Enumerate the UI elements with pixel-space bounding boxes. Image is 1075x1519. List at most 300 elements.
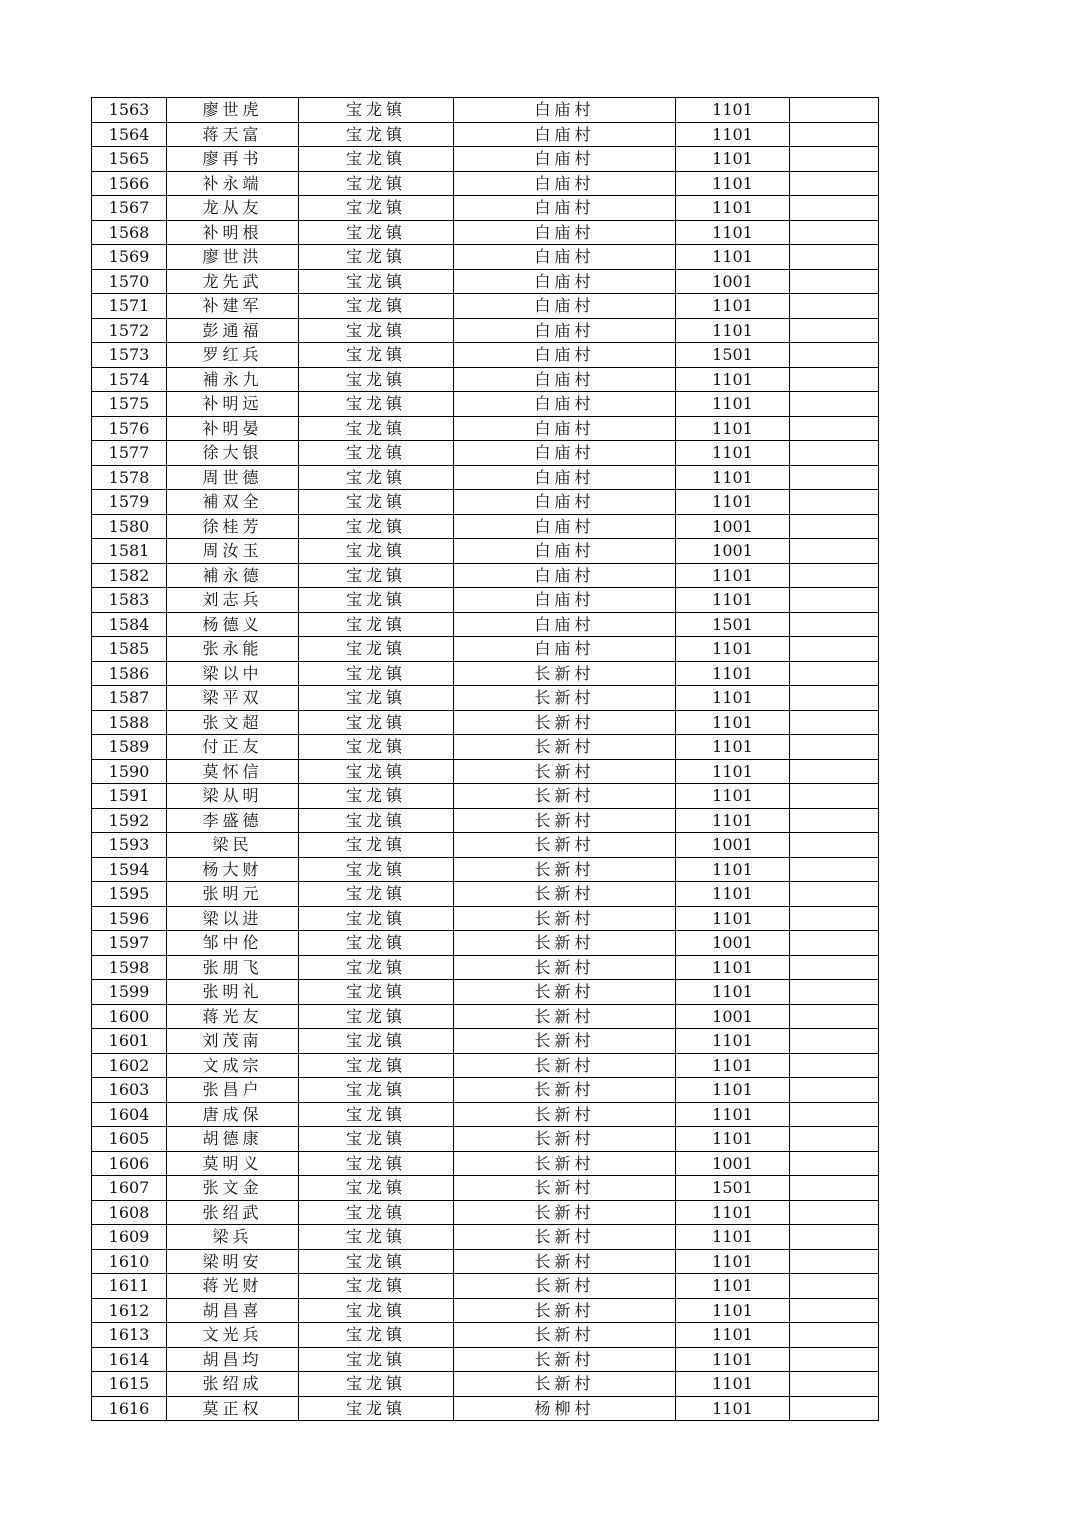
table-row bbox=[92, 1102, 879, 1127]
code-cell: 1101 bbox=[676, 294, 790, 319]
name-cell: 张朋飞 bbox=[167, 955, 299, 980]
remark-cell bbox=[790, 1298, 879, 1323]
village-cell: 长新村 bbox=[454, 833, 676, 858]
serial-number-cell: 1595 bbox=[92, 882, 167, 907]
table-row bbox=[92, 882, 879, 907]
village-cell: 白庙村 bbox=[454, 269, 676, 294]
remark-cell bbox=[790, 1078, 879, 1103]
village-cell: 白庙村 bbox=[454, 147, 676, 172]
code-cell: 1101 bbox=[676, 980, 790, 1005]
table-row bbox=[92, 220, 879, 245]
serial-number-cell: 1570 bbox=[92, 269, 167, 294]
town-cell: 宝龙镇 bbox=[299, 612, 454, 637]
village-cell: 长新村 bbox=[454, 808, 676, 833]
data-table bbox=[91, 97, 879, 1421]
village-cell: 长新村 bbox=[454, 1127, 676, 1152]
town-cell: 宝龙镇 bbox=[299, 196, 454, 221]
code-cell: 1101 bbox=[676, 367, 790, 392]
village-cell: 白庙村 bbox=[454, 490, 676, 515]
serial-number-cell: 1614 bbox=[92, 1347, 167, 1372]
name-cell: 梁以进 bbox=[167, 906, 299, 931]
village-cell: 白庙村 bbox=[454, 392, 676, 417]
serial-number-cell: 1585 bbox=[92, 637, 167, 662]
table-body bbox=[92, 98, 879, 1421]
village-cell: 长新村 bbox=[454, 1102, 676, 1127]
name-cell: 文成宗 bbox=[167, 1053, 299, 1078]
name-cell: 梁从明 bbox=[167, 784, 299, 809]
village-cell: 长新村 bbox=[454, 1347, 676, 1372]
serial-number-cell: 1590 bbox=[92, 759, 167, 784]
village-cell: 长新村 bbox=[454, 686, 676, 711]
town-cell: 宝龙镇 bbox=[299, 1274, 454, 1299]
remark-cell bbox=[790, 514, 879, 539]
town-cell: 宝龙镇 bbox=[299, 906, 454, 931]
remark-cell bbox=[790, 1274, 879, 1299]
name-cell: 付正友 bbox=[167, 735, 299, 760]
town-cell: 宝龙镇 bbox=[299, 661, 454, 686]
town-cell: 宝龙镇 bbox=[299, 833, 454, 858]
code-cell: 1001 bbox=[676, 269, 790, 294]
code-cell: 1101 bbox=[676, 416, 790, 441]
village-cell: 杨柳村 bbox=[454, 1396, 676, 1421]
code-cell: 1101 bbox=[676, 1078, 790, 1103]
name-cell: 杨大财 bbox=[167, 857, 299, 882]
village-cell: 长新村 bbox=[454, 1249, 676, 1274]
serial-number-cell: 1606 bbox=[92, 1151, 167, 1176]
town-cell: 宝龙镇 bbox=[299, 686, 454, 711]
table-row bbox=[92, 1323, 879, 1348]
village-cell: 白庙村 bbox=[454, 539, 676, 564]
code-cell: 1101 bbox=[676, 490, 790, 515]
village-cell: 长新村 bbox=[454, 1298, 676, 1323]
code-cell: 1101 bbox=[676, 465, 790, 490]
serial-number-cell: 1600 bbox=[92, 1004, 167, 1029]
serial-number-cell: 1608 bbox=[92, 1200, 167, 1225]
table-row bbox=[92, 661, 879, 686]
name-cell: 刘茂南 bbox=[167, 1029, 299, 1054]
serial-number-cell: 1616 bbox=[92, 1396, 167, 1421]
town-cell: 宝龙镇 bbox=[299, 367, 454, 392]
remark-cell bbox=[790, 294, 879, 319]
table-row bbox=[92, 1200, 879, 1225]
town-cell: 宝龙镇 bbox=[299, 980, 454, 1005]
remark-cell bbox=[790, 563, 879, 588]
code-cell: 1001 bbox=[676, 514, 790, 539]
name-cell: 莫怀信 bbox=[167, 759, 299, 784]
town-cell: 宝龙镇 bbox=[299, 220, 454, 245]
name-cell: 龙先武 bbox=[167, 269, 299, 294]
village-cell: 白庙村 bbox=[454, 465, 676, 490]
name-cell: 补明根 bbox=[167, 220, 299, 245]
name-cell: 周世德 bbox=[167, 465, 299, 490]
remark-cell bbox=[790, 1053, 879, 1078]
name-cell: 梁民 bbox=[167, 833, 299, 858]
town-cell: 宝龙镇 bbox=[299, 1396, 454, 1421]
table-row bbox=[92, 637, 879, 662]
code-cell: 1101 bbox=[676, 735, 790, 760]
code-cell: 1101 bbox=[676, 1225, 790, 1250]
table-row bbox=[92, 1347, 879, 1372]
village-cell: 白庙村 bbox=[454, 220, 676, 245]
table-row bbox=[92, 1372, 879, 1397]
code-cell: 1101 bbox=[676, 122, 790, 147]
remark-cell bbox=[790, 686, 879, 711]
code-cell: 1101 bbox=[676, 220, 790, 245]
table-row bbox=[92, 955, 879, 980]
code-cell: 1101 bbox=[676, 1200, 790, 1225]
table-row bbox=[92, 833, 879, 858]
code-cell: 1001 bbox=[676, 539, 790, 564]
code-cell: 1101 bbox=[676, 1396, 790, 1421]
code-cell: 1101 bbox=[676, 710, 790, 735]
name-cell: 徐桂芳 bbox=[167, 514, 299, 539]
town-cell: 宝龙镇 bbox=[299, 1151, 454, 1176]
table-row bbox=[92, 686, 879, 711]
serial-number-cell: 1602 bbox=[92, 1053, 167, 1078]
serial-number-cell: 1609 bbox=[92, 1225, 167, 1250]
table-row bbox=[92, 98, 879, 123]
name-cell: 廖世虎 bbox=[167, 98, 299, 123]
remark-cell bbox=[790, 784, 879, 809]
town-cell: 宝龙镇 bbox=[299, 1298, 454, 1323]
code-cell: 1101 bbox=[676, 147, 790, 172]
village-cell: 白庙村 bbox=[454, 441, 676, 466]
table-row bbox=[92, 269, 879, 294]
code-cell: 1101 bbox=[676, 245, 790, 270]
town-cell: 宝龙镇 bbox=[299, 441, 454, 466]
table-row bbox=[92, 1004, 879, 1029]
serial-number-cell: 1571 bbox=[92, 294, 167, 319]
name-cell: 補双全 bbox=[167, 490, 299, 515]
code-cell: 1101 bbox=[676, 318, 790, 343]
code-cell: 1101 bbox=[676, 1347, 790, 1372]
name-cell: 蒋天富 bbox=[167, 122, 299, 147]
remark-cell bbox=[790, 1176, 879, 1201]
remark-cell bbox=[790, 245, 879, 270]
serial-number-cell: 1603 bbox=[92, 1078, 167, 1103]
table-row bbox=[92, 196, 879, 221]
table-row bbox=[92, 759, 879, 784]
table-row bbox=[92, 490, 879, 515]
town-cell: 宝龙镇 bbox=[299, 1200, 454, 1225]
name-cell: 莫明义 bbox=[167, 1151, 299, 1176]
serial-number-cell: 1574 bbox=[92, 367, 167, 392]
serial-number-cell: 1597 bbox=[92, 931, 167, 956]
code-cell: 1101 bbox=[676, 441, 790, 466]
table-row bbox=[92, 122, 879, 147]
table-row bbox=[92, 1029, 879, 1054]
name-cell: 補永九 bbox=[167, 367, 299, 392]
name-cell: 胡昌均 bbox=[167, 1347, 299, 1372]
remark-cell bbox=[790, 1249, 879, 1274]
serial-number-cell: 1604 bbox=[92, 1102, 167, 1127]
name-cell: 文光兵 bbox=[167, 1323, 299, 1348]
serial-number-cell: 1607 bbox=[92, 1176, 167, 1201]
remark-cell bbox=[790, 465, 879, 490]
name-cell: 蒋光财 bbox=[167, 1274, 299, 1299]
code-cell: 1101 bbox=[676, 196, 790, 221]
remark-cell bbox=[790, 392, 879, 417]
remark-cell bbox=[790, 735, 879, 760]
village-cell: 长新村 bbox=[454, 1078, 676, 1103]
code-cell: 1101 bbox=[676, 906, 790, 931]
code-cell: 1101 bbox=[676, 1127, 790, 1152]
name-cell: 刘志兵 bbox=[167, 588, 299, 613]
code-cell: 1101 bbox=[676, 882, 790, 907]
serial-number-cell: 1581 bbox=[92, 539, 167, 564]
town-cell: 宝龙镇 bbox=[299, 490, 454, 515]
serial-number-cell: 1580 bbox=[92, 514, 167, 539]
table-row bbox=[92, 318, 879, 343]
town-cell: 宝龙镇 bbox=[299, 1176, 454, 1201]
village-cell: 白庙村 bbox=[454, 196, 676, 221]
remark-cell bbox=[790, 539, 879, 564]
code-cell: 1101 bbox=[676, 1249, 790, 1274]
name-cell: 张绍武 bbox=[167, 1200, 299, 1225]
name-cell: 胡昌喜 bbox=[167, 1298, 299, 1323]
remark-cell bbox=[790, 931, 879, 956]
code-cell: 1101 bbox=[676, 759, 790, 784]
serial-number-cell: 1594 bbox=[92, 857, 167, 882]
remark-cell bbox=[790, 367, 879, 392]
name-cell: 张永能 bbox=[167, 637, 299, 662]
town-cell: 宝龙镇 bbox=[299, 710, 454, 735]
village-cell: 长新村 bbox=[454, 1004, 676, 1029]
town-cell: 宝龙镇 bbox=[299, 318, 454, 343]
table-row bbox=[92, 808, 879, 833]
name-cell: 蒋光友 bbox=[167, 1004, 299, 1029]
table-row bbox=[92, 1225, 879, 1250]
remark-cell bbox=[790, 220, 879, 245]
village-cell: 白庙村 bbox=[454, 416, 676, 441]
village-cell: 白庙村 bbox=[454, 98, 676, 123]
town-cell: 宝龙镇 bbox=[299, 245, 454, 270]
remark-cell bbox=[790, 955, 879, 980]
town-cell: 宝龙镇 bbox=[299, 735, 454, 760]
village-cell: 长新村 bbox=[454, 1225, 676, 1250]
name-cell: 邹中伦 bbox=[167, 931, 299, 956]
village-cell: 白庙村 bbox=[454, 294, 676, 319]
village-cell: 白庙村 bbox=[454, 367, 676, 392]
remark-cell bbox=[790, 612, 879, 637]
town-cell: 宝龙镇 bbox=[299, 1372, 454, 1397]
table-row bbox=[92, 465, 879, 490]
serial-number-cell: 1613 bbox=[92, 1323, 167, 1348]
town-cell: 宝龙镇 bbox=[299, 882, 454, 907]
remark-cell bbox=[790, 1372, 879, 1397]
serial-number-cell: 1583 bbox=[92, 588, 167, 613]
code-cell: 1001 bbox=[676, 1151, 790, 1176]
table-row bbox=[92, 1298, 879, 1323]
remark-cell bbox=[790, 1029, 879, 1054]
code-cell: 1001 bbox=[676, 1004, 790, 1029]
serial-number-cell: 1610 bbox=[92, 1249, 167, 1274]
table-row bbox=[92, 1127, 879, 1152]
name-cell: 张明礼 bbox=[167, 980, 299, 1005]
name-cell: 罗红兵 bbox=[167, 343, 299, 368]
table-row bbox=[92, 857, 879, 882]
code-cell: 1001 bbox=[676, 833, 790, 858]
name-cell: 李盛德 bbox=[167, 808, 299, 833]
town-cell: 宝龙镇 bbox=[299, 392, 454, 417]
remark-cell bbox=[790, 196, 879, 221]
town-cell: 宝龙镇 bbox=[299, 931, 454, 956]
serial-number-cell: 1564 bbox=[92, 122, 167, 147]
serial-number-cell: 1612 bbox=[92, 1298, 167, 1323]
remark-cell bbox=[790, 171, 879, 196]
serial-number-cell: 1599 bbox=[92, 980, 167, 1005]
serial-number-cell: 1586 bbox=[92, 661, 167, 686]
table-row bbox=[92, 1176, 879, 1201]
serial-number-cell: 1592 bbox=[92, 808, 167, 833]
name-cell: 梁平双 bbox=[167, 686, 299, 711]
village-cell: 长新村 bbox=[454, 882, 676, 907]
name-cell: 廖再书 bbox=[167, 147, 299, 172]
village-cell: 长新村 bbox=[454, 1151, 676, 1176]
town-cell: 宝龙镇 bbox=[299, 514, 454, 539]
serial-number-cell: 1584 bbox=[92, 612, 167, 637]
remark-cell bbox=[790, 980, 879, 1005]
town-cell: 宝龙镇 bbox=[299, 808, 454, 833]
town-cell: 宝龙镇 bbox=[299, 857, 454, 882]
name-cell: 梁兵 bbox=[167, 1225, 299, 1250]
code-cell: 1001 bbox=[676, 931, 790, 956]
code-cell: 1501 bbox=[676, 343, 790, 368]
table-row bbox=[92, 588, 879, 613]
town-cell: 宝龙镇 bbox=[299, 1249, 454, 1274]
serial-number-cell: 1589 bbox=[92, 735, 167, 760]
serial-number-cell: 1578 bbox=[92, 465, 167, 490]
code-cell: 1101 bbox=[676, 1372, 790, 1397]
name-cell: 补建军 bbox=[167, 294, 299, 319]
table-row bbox=[92, 539, 879, 564]
table-row bbox=[92, 245, 879, 270]
serial-number-cell: 1611 bbox=[92, 1274, 167, 1299]
code-cell: 1101 bbox=[676, 808, 790, 833]
remark-cell bbox=[790, 1102, 879, 1127]
serial-number-cell: 1572 bbox=[92, 318, 167, 343]
code-cell: 1101 bbox=[676, 637, 790, 662]
name-cell: 张文超 bbox=[167, 710, 299, 735]
village-cell: 长新村 bbox=[454, 1274, 676, 1299]
serial-number-cell: 1573 bbox=[92, 343, 167, 368]
remark-cell bbox=[790, 637, 879, 662]
name-cell: 廖世洪 bbox=[167, 245, 299, 270]
village-cell: 长新村 bbox=[454, 661, 676, 686]
name-cell: 周汝玉 bbox=[167, 539, 299, 564]
remark-cell bbox=[790, 122, 879, 147]
table-row bbox=[92, 1151, 879, 1176]
town-cell: 宝龙镇 bbox=[299, 465, 454, 490]
town-cell: 宝龙镇 bbox=[299, 147, 454, 172]
village-cell: 白庙村 bbox=[454, 588, 676, 613]
serial-number-cell: 1576 bbox=[92, 416, 167, 441]
code-cell: 1101 bbox=[676, 1102, 790, 1127]
remark-cell bbox=[790, 833, 879, 858]
village-cell: 白庙村 bbox=[454, 563, 676, 588]
village-cell: 白庙村 bbox=[454, 122, 676, 147]
town-cell: 宝龙镇 bbox=[299, 1347, 454, 1372]
remark-cell bbox=[790, 343, 879, 368]
village-cell: 白庙村 bbox=[454, 245, 676, 270]
town-cell: 宝龙镇 bbox=[299, 1323, 454, 1348]
code-cell: 1101 bbox=[676, 98, 790, 123]
serial-number-cell: 1565 bbox=[92, 147, 167, 172]
table-row bbox=[92, 514, 879, 539]
name-cell: 梁明安 bbox=[167, 1249, 299, 1274]
name-cell: 徐大银 bbox=[167, 441, 299, 466]
table-row bbox=[92, 1053, 879, 1078]
name-cell: 莫正权 bbox=[167, 1396, 299, 1421]
name-cell: 张明元 bbox=[167, 882, 299, 907]
serial-number-cell: 1569 bbox=[92, 245, 167, 270]
code-cell: 1101 bbox=[676, 588, 790, 613]
code-cell: 1101 bbox=[676, 857, 790, 882]
village-cell: 长新村 bbox=[454, 1029, 676, 1054]
name-cell: 龙从友 bbox=[167, 196, 299, 221]
village-cell: 白庙村 bbox=[454, 514, 676, 539]
serial-number-cell: 1568 bbox=[92, 220, 167, 245]
serial-number-cell: 1563 bbox=[92, 98, 167, 123]
table-row bbox=[92, 563, 879, 588]
town-cell: 宝龙镇 bbox=[299, 784, 454, 809]
town-cell: 宝龙镇 bbox=[299, 98, 454, 123]
town-cell: 宝龙镇 bbox=[299, 955, 454, 980]
name-cell: 张文金 bbox=[167, 1176, 299, 1201]
village-cell: 白庙村 bbox=[454, 318, 676, 343]
village-cell: 长新村 bbox=[454, 955, 676, 980]
code-cell: 1101 bbox=[676, 1274, 790, 1299]
remark-cell bbox=[790, 759, 879, 784]
town-cell: 宝龙镇 bbox=[299, 1225, 454, 1250]
code-cell: 1101 bbox=[676, 563, 790, 588]
remark-cell bbox=[790, 588, 879, 613]
name-cell: 补明远 bbox=[167, 392, 299, 417]
village-cell: 长新村 bbox=[454, 735, 676, 760]
village-cell: 白庙村 bbox=[454, 343, 676, 368]
name-cell: 张昌户 bbox=[167, 1078, 299, 1103]
table-row bbox=[92, 1274, 879, 1299]
village-cell: 白庙村 bbox=[454, 637, 676, 662]
code-cell: 1101 bbox=[676, 1029, 790, 1054]
table-row bbox=[92, 441, 879, 466]
town-cell: 宝龙镇 bbox=[299, 759, 454, 784]
name-cell: 张绍成 bbox=[167, 1372, 299, 1397]
serial-number-cell: 1567 bbox=[92, 196, 167, 221]
remark-cell bbox=[790, 1347, 879, 1372]
table-row bbox=[92, 1078, 879, 1103]
remark-cell bbox=[790, 710, 879, 735]
code-cell: 1101 bbox=[676, 686, 790, 711]
town-cell: 宝龙镇 bbox=[299, 1029, 454, 1054]
table-row bbox=[92, 1396, 879, 1421]
village-cell: 长新村 bbox=[454, 906, 676, 931]
table-row bbox=[92, 1249, 879, 1274]
village-cell: 长新村 bbox=[454, 1053, 676, 1078]
village-cell: 长新村 bbox=[454, 784, 676, 809]
remark-cell bbox=[790, 416, 879, 441]
name-cell: 梁以中 bbox=[167, 661, 299, 686]
town-cell: 宝龙镇 bbox=[299, 563, 454, 588]
code-cell: 1501 bbox=[676, 1176, 790, 1201]
village-cell: 长新村 bbox=[454, 1372, 676, 1397]
remark-cell bbox=[790, 98, 879, 123]
name-cell: 補永德 bbox=[167, 563, 299, 588]
table-row bbox=[92, 931, 879, 956]
name-cell: 补永端 bbox=[167, 171, 299, 196]
table-row bbox=[92, 784, 879, 809]
serial-number-cell: 1593 bbox=[92, 833, 167, 858]
